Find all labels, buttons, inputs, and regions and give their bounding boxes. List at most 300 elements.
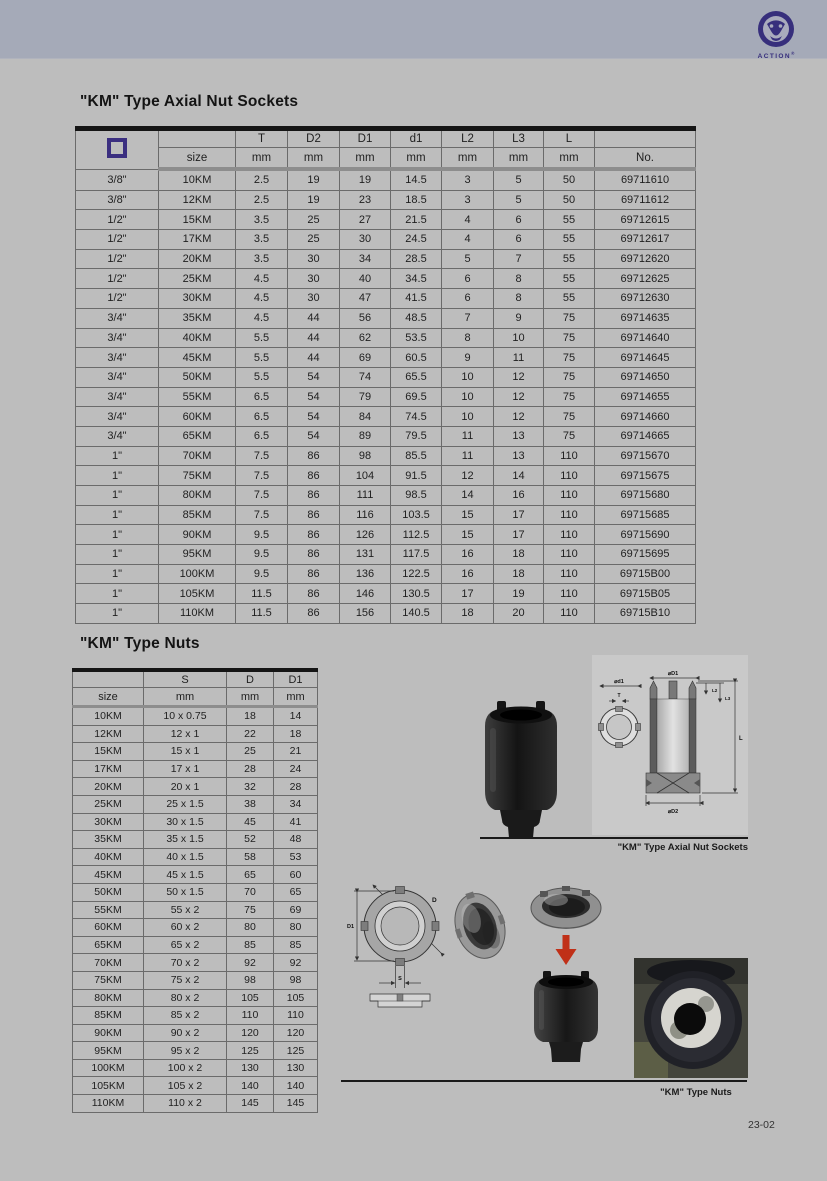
cell: 21 — [274, 743, 318, 761]
cell: 7.5 — [236, 446, 288, 466]
sockets-section-title: "KM" Type Axial Nut Sockets — [80, 93, 299, 110]
cell: 19 — [494, 584, 544, 604]
cell: 69715B00 — [595, 564, 696, 584]
column-header: mm — [227, 688, 274, 707]
cell: 86 — [288, 584, 340, 604]
cell: 11.5 — [236, 604, 288, 624]
cell: 126 — [340, 525, 391, 545]
cell: 105 — [274, 989, 318, 1007]
cell: 53.5 — [391, 328, 442, 348]
cell: 75KM — [73, 971, 144, 989]
cell: 20KM — [159, 249, 236, 269]
cell: 10 x 0.75 — [144, 707, 227, 726]
cell: 145 — [274, 1095, 318, 1113]
dim-label-D1: ⌀D1 — [667, 671, 679, 677]
cell: 74.5 — [391, 407, 442, 427]
dim-label-t: T — [617, 693, 621, 699]
table-row — [76, 367, 696, 387]
cell: 92 — [274, 954, 318, 972]
cell: 69711612 — [595, 190, 696, 210]
cell: 9.5 — [236, 564, 288, 584]
cell: 55 — [544, 289, 595, 309]
cell: 69714665 — [595, 426, 696, 446]
cell: 53 — [274, 848, 318, 866]
cell: 41.5 — [391, 289, 442, 309]
cell: 1" — [76, 584, 159, 604]
dim-label-S: S — [398, 976, 402, 982]
sockets-table-body — [76, 169, 696, 623]
cell: 69715B10 — [595, 604, 696, 624]
table-row — [76, 387, 696, 407]
cell: 44 — [288, 328, 340, 348]
cell: 5 — [442, 249, 494, 269]
cell: 100KM — [73, 1059, 144, 1077]
column-header: mm — [391, 148, 442, 170]
cell: 146 — [340, 584, 391, 604]
cell: 4.5 — [236, 289, 288, 309]
cell: 28.5 — [391, 249, 442, 269]
cell: 50KM — [73, 883, 144, 901]
column-header: d1 — [391, 129, 442, 148]
cell: 22 — [227, 725, 274, 743]
cell: 70 — [227, 883, 274, 901]
cell: 69714645 — [595, 348, 696, 368]
column-header: mm — [236, 148, 288, 170]
cell: 12 — [494, 407, 544, 427]
cell: 11.5 — [236, 584, 288, 604]
nuts-header-row-1 — [73, 670, 318, 688]
table-row — [76, 407, 696, 427]
cell: 90KM — [159, 525, 236, 545]
cell: 85 x 2 — [144, 1007, 227, 1025]
cell: 10 — [442, 387, 494, 407]
table-row — [73, 707, 318, 726]
cell: 19 — [288, 190, 340, 210]
cell: 98.5 — [391, 486, 442, 506]
dim-label-D: D — [432, 897, 437, 904]
cell: 35KM — [159, 308, 236, 328]
cell: 69715695 — [595, 545, 696, 565]
cell: 3 — [442, 190, 494, 210]
cell: 69715B05 — [595, 584, 696, 604]
nut-socket-assembly — [526, 878, 608, 1080]
cell: 69712630 — [595, 289, 696, 309]
cell: 90KM — [73, 1024, 144, 1042]
cell: 13 — [494, 426, 544, 446]
cell: 5 — [494, 169, 544, 190]
cell: 3/4" — [76, 426, 159, 446]
cell: 18.5 — [391, 190, 442, 210]
cell: 80 x 2 — [144, 989, 227, 1007]
cell: 3/4" — [76, 367, 159, 387]
cell: 18 — [442, 604, 494, 624]
cell: 5.5 — [236, 328, 288, 348]
cell: 9.5 — [236, 545, 288, 565]
cell: 3/4" — [76, 407, 159, 427]
cell: 65 x 2 — [144, 936, 227, 954]
cell: 6.5 — [236, 407, 288, 427]
table-row — [76, 525, 696, 545]
cell: 1" — [76, 525, 159, 545]
cell: 85KM — [159, 505, 236, 525]
cell: 14.5 — [391, 169, 442, 190]
cell: 25KM — [73, 795, 144, 813]
cell: 12KM — [73, 725, 144, 743]
cell: 140 — [274, 1077, 318, 1095]
cell: 125 — [227, 1042, 274, 1060]
column-header: size — [159, 148, 236, 170]
column-header: No. — [595, 148, 696, 170]
cell: 50 x 1.5 — [144, 883, 227, 901]
km-nut-part — [531, 886, 601, 929]
cell: 6 — [442, 269, 494, 289]
table-row — [76, 466, 696, 486]
cell: 8 — [442, 328, 494, 348]
cell: 19 — [288, 169, 340, 190]
cell: 84 — [340, 407, 391, 427]
cell: 17 — [494, 505, 544, 525]
cell: 11 — [442, 446, 494, 466]
cell: 54 — [288, 387, 340, 407]
table-row — [76, 269, 696, 289]
cell: 30 — [288, 269, 340, 289]
cell: 1" — [76, 505, 159, 525]
cell: 8 — [494, 289, 544, 309]
cell: 10 — [442, 407, 494, 427]
cell: 75 — [544, 308, 595, 328]
registered-mark: ® — [791, 51, 795, 56]
cell: 50 — [544, 169, 595, 190]
cell: 65.5 — [391, 367, 442, 387]
table-row — [76, 210, 696, 230]
cell: 20 — [494, 604, 544, 624]
table-row — [73, 1077, 318, 1095]
cell: 48.5 — [391, 308, 442, 328]
sockets-header-row-1 — [76, 129, 696, 148]
cell: 145 — [227, 1095, 274, 1113]
cell: 35 x 1.5 — [144, 831, 227, 849]
cell: 110 x 2 — [144, 1095, 227, 1113]
cell: 100 x 2 — [144, 1059, 227, 1077]
cell: 1/2" — [76, 289, 159, 309]
cell: 86 — [288, 486, 340, 506]
sockets-figure-caption: "KM" Type Axial Nut Sockets — [617, 842, 748, 853]
cell: 54 — [288, 367, 340, 387]
dim-label-D2: ⌀D2 — [667, 809, 679, 815]
cell: 23 — [340, 190, 391, 210]
cell: 69715680 — [595, 486, 696, 506]
square-drive-icon — [107, 138, 127, 158]
table-row — [76, 564, 696, 584]
cell: 15KM — [159, 210, 236, 230]
cell: 1" — [76, 466, 159, 486]
cell: 55KM — [159, 387, 236, 407]
cell: 105 — [227, 989, 274, 1007]
cell: 130.5 — [391, 584, 442, 604]
cell: 75 — [544, 426, 595, 446]
top-band — [0, 0, 827, 59]
cell: 110KM — [73, 1095, 144, 1113]
cell: 110 — [544, 604, 595, 624]
cell: 30 — [340, 230, 391, 250]
cell: 69712625 — [595, 269, 696, 289]
cell: 56 — [340, 308, 391, 328]
sockets-header-row-2 — [76, 148, 696, 170]
cell: 12 — [494, 367, 544, 387]
cell: 136 — [340, 564, 391, 584]
cell: 25 — [288, 230, 340, 250]
column-header: L2 — [442, 129, 494, 148]
cell: 3/8" — [76, 190, 159, 210]
cell: 25 — [288, 210, 340, 230]
cell: 3/4" — [76, 328, 159, 348]
cell: 15 — [442, 525, 494, 545]
cell: 40 — [340, 269, 391, 289]
cell: 4.5 — [236, 308, 288, 328]
cell: 17 — [442, 584, 494, 604]
cell: 80KM — [159, 486, 236, 506]
cell: 111 — [340, 486, 391, 506]
cell: 40KM — [73, 848, 144, 866]
cell: 86 — [288, 564, 340, 584]
table-row — [73, 725, 318, 743]
cell: 110KM — [159, 604, 236, 624]
cell: 12 — [442, 466, 494, 486]
table-row — [73, 778, 318, 796]
cell: 17KM — [159, 230, 236, 250]
application-photo — [634, 958, 748, 1078]
cell: 25 x 1.5 — [144, 795, 227, 813]
cell: 75 — [227, 901, 274, 919]
cell: 21.5 — [391, 210, 442, 230]
cell: 6.5 — [236, 426, 288, 446]
table-row — [73, 883, 318, 901]
table-row — [76, 169, 696, 190]
table-row — [76, 545, 696, 565]
cell: 65KM — [73, 936, 144, 954]
cell: 60KM — [73, 919, 144, 937]
cell: 69711610 — [595, 169, 696, 190]
cell: 9 — [494, 308, 544, 328]
cell: 69714660 — [595, 407, 696, 427]
column-header — [595, 129, 696, 148]
cell: 105KM — [73, 1077, 144, 1095]
cell: 18 — [227, 707, 274, 726]
column-header: mm — [144, 688, 227, 707]
cell: 80 — [274, 919, 318, 937]
cell: 45KM — [73, 866, 144, 884]
cell: 7.5 — [236, 505, 288, 525]
table-row — [73, 795, 318, 813]
column-header: T — [236, 129, 288, 148]
cell: 7.5 — [236, 486, 288, 506]
cell: 110 — [544, 525, 595, 545]
nuts-table-body — [73, 707, 318, 1113]
figure-divider — [341, 1080, 747, 1082]
column-header: size — [73, 688, 144, 707]
cell: 55 x 2 — [144, 901, 227, 919]
cell: 7 — [494, 249, 544, 269]
table-row — [76, 446, 696, 466]
cell: 44 — [288, 348, 340, 368]
column-header: mm — [288, 148, 340, 170]
nut-photo — [450, 886, 510, 966]
cell: 117.5 — [391, 545, 442, 565]
cell: 92 — [227, 954, 274, 972]
cell: 112.5 — [391, 525, 442, 545]
cell: 140 — [227, 1077, 274, 1095]
cell: 4.5 — [236, 269, 288, 289]
figure-divider — [480, 837, 748, 839]
cell: 4 — [442, 210, 494, 230]
cell: 69 — [340, 348, 391, 368]
table-row — [73, 1024, 318, 1042]
sockets-table — [75, 126, 696, 624]
table-row — [73, 1095, 318, 1113]
cell: 16 — [442, 545, 494, 565]
cell: 15KM — [73, 743, 144, 761]
nuts-section-title: "KM" Type Nuts — [80, 635, 200, 652]
brand-logo-icon — [756, 9, 796, 49]
cell: 75 — [544, 328, 595, 348]
cell: 1/2" — [76, 249, 159, 269]
table-row — [73, 1042, 318, 1060]
table-row — [76, 328, 696, 348]
cell: 27 — [340, 210, 391, 230]
cell: 50 — [544, 190, 595, 210]
cell: 75 — [544, 407, 595, 427]
cell: 34.5 — [391, 269, 442, 289]
cell: 12KM — [159, 190, 236, 210]
cell: 86 — [288, 446, 340, 466]
cell: 110 — [544, 466, 595, 486]
cell: 74 — [340, 367, 391, 387]
cell: 69 — [274, 901, 318, 919]
cell: 104 — [340, 466, 391, 486]
cell: 98 — [340, 446, 391, 466]
cell: 75 x 2 — [144, 971, 227, 989]
cell: 52 — [227, 831, 274, 849]
table-row — [73, 971, 318, 989]
cell: 3/4" — [76, 348, 159, 368]
cell: 86 — [288, 604, 340, 624]
cell: 25KM — [159, 269, 236, 289]
cell: 130 — [274, 1059, 318, 1077]
cell: 70 x 2 — [144, 954, 227, 972]
cell: 45 — [227, 813, 274, 831]
cell: 69714650 — [595, 367, 696, 387]
table-row — [76, 308, 696, 328]
cell: 6 — [442, 289, 494, 309]
cell: 65 — [227, 866, 274, 884]
cell: 10KM — [159, 169, 236, 190]
cell: 62 — [340, 328, 391, 348]
cell: 86 — [288, 466, 340, 486]
column-header — [73, 670, 144, 688]
table-row — [73, 1059, 318, 1077]
cell: 86 — [288, 505, 340, 525]
cell: 30 — [288, 249, 340, 269]
column-header: mm — [544, 148, 595, 170]
column-header: mm — [494, 148, 544, 170]
cell: 10 — [442, 367, 494, 387]
cell: 14 — [494, 466, 544, 486]
nuts-header-row-2 — [73, 688, 318, 707]
cell: 40KM — [159, 328, 236, 348]
dim-label-l2: L2 — [712, 688, 718, 693]
cell: 89 — [340, 426, 391, 446]
cell: 19 — [340, 169, 391, 190]
cell: 5.5 — [236, 367, 288, 387]
cell: 103.5 — [391, 505, 442, 525]
cell: 12 — [494, 387, 544, 407]
cell: 60 x 2 — [144, 919, 227, 937]
cell: 15 x 1 — [144, 743, 227, 761]
cell: 60 — [274, 866, 318, 884]
table-row — [73, 919, 318, 937]
cell: 6 — [494, 230, 544, 250]
cell: 17KM — [73, 760, 144, 778]
cell: 1" — [76, 545, 159, 565]
cell: 4 — [442, 230, 494, 250]
cell: 69712620 — [595, 249, 696, 269]
socket-part — [534, 971, 598, 1062]
cell: 6 — [494, 210, 544, 230]
cell: 44 — [288, 308, 340, 328]
cell: 48 — [274, 831, 318, 849]
cell: 32 — [227, 778, 274, 796]
cell: 50KM — [159, 367, 236, 387]
table-row — [76, 289, 696, 309]
table-row — [73, 760, 318, 778]
cell: 86 — [288, 525, 340, 545]
cell: 75KM — [159, 466, 236, 486]
cell: 30 — [288, 289, 340, 309]
cell: 18 — [274, 725, 318, 743]
column-header: L — [544, 129, 595, 148]
cell: 130 — [227, 1059, 274, 1077]
cell: 70KM — [159, 446, 236, 466]
cell: 45KM — [159, 348, 236, 368]
cell: 98 — [274, 971, 318, 989]
cell: 3.5 — [236, 210, 288, 230]
cell: 110 — [544, 584, 595, 604]
table-row — [73, 866, 318, 884]
cell: 17 — [494, 525, 544, 545]
table-row — [73, 989, 318, 1007]
cell: 69712615 — [595, 210, 696, 230]
cell: 65KM — [159, 426, 236, 446]
cell: 2.5 — [236, 190, 288, 210]
socket-dimension-diagram — [592, 655, 748, 835]
table-row — [76, 604, 696, 624]
cell: 55 — [544, 249, 595, 269]
cell: 7.5 — [236, 466, 288, 486]
column-header: mm — [274, 688, 318, 707]
cell: 28 — [227, 760, 274, 778]
cell: 156 — [340, 604, 391, 624]
cell: 1" — [76, 564, 159, 584]
cell: 5 — [494, 190, 544, 210]
cell: 15 — [442, 505, 494, 525]
table-row — [73, 848, 318, 866]
cell: 17 x 1 — [144, 760, 227, 778]
nuts-figure-caption: "KM" Type Nuts — [660, 1087, 732, 1098]
cell: 85KM — [73, 1007, 144, 1025]
cell: 14 — [274, 707, 318, 726]
cell: 120 — [227, 1024, 274, 1042]
cell: 55 — [544, 210, 595, 230]
